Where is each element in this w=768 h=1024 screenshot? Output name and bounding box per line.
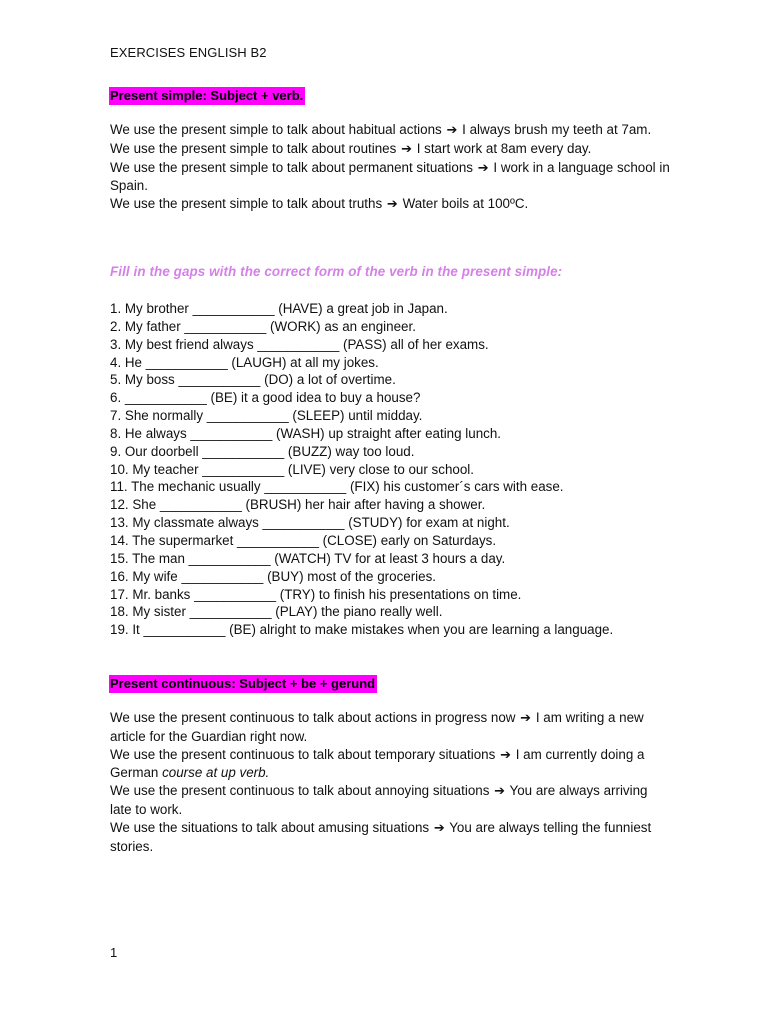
explanation-text: We use the present simple to talk about habitual actions (110, 122, 442, 137)
explanation-text: We use the present continuous to talk about temporary situations (110, 746, 496, 762)
exercise-item: 9. Our doorbell ___________ (BUZZ) way too loud. (110, 443, 415, 459)
exercise-item: 7. She normally ___________ (SLEEP) until midday. (110, 408, 423, 424)
document-title: EXERCISES ENGLISH B2 (110, 45, 267, 60)
exercise-item: 6. ___________ (BE) it a good idea to buy a house? (110, 390, 421, 406)
example-text: I always brush my teeth at 7am. (462, 122, 652, 137)
present-continuous-explanation (110, 709, 670, 855)
explanation-line (110, 195, 670, 214)
exercise-item: 1. My brother ___________ (HAVE) a great job in Japan. (110, 301, 448, 316)
section-heading-present-simple: Present simple: Subject + verb. (110, 88, 304, 103)
right-arrow-icon: ➔ (446, 123, 458, 138)
page-number: 1 (110, 945, 118, 960)
exercise-item: 8. He always ___________ (WASH) up straight after eating lunch. (110, 425, 502, 441)
explanation-line (110, 140, 670, 159)
exercise-item: 13. My classmate always ___________ (STUDY) for exam at night. (110, 515, 510, 531)
right-arrow-icon: ➔ (477, 160, 489, 176)
explanation-text: We use the present continuous to talk about annoying situations (110, 783, 490, 799)
explanation-text: We use the present continuous to talk about actions in progress now (110, 710, 516, 725)
present-simple-explanation (110, 121, 670, 214)
example-text: I am currently doing a German (110, 746, 645, 781)
example-text: I start work at 8am every day. (416, 140, 592, 156)
exercise-item: 15. The man ___________ (WATCH) TV for at least 3 hours a day. (110, 550, 506, 566)
exercise-instruction: Fill in the gaps with the correct form of the verb in the present simple: (110, 264, 563, 279)
explanation-text: We use the present simple to talk about routines (110, 140, 397, 156)
explanation-text: We use the situations to talk about amusing situations (110, 819, 430, 835)
right-arrow-icon: ➔ (433, 820, 445, 836)
exercise-item: 4. He ___________ (LAUGH) at all my jokes. (110, 354, 379, 370)
explanation-text: We use the present simple to talk about permanent situations (110, 159, 473, 175)
example-text: Water boils at 100ºC. (402, 196, 529, 212)
exercise-item: 16. My wife ___________ (BUY) most of the groceries. (110, 568, 437, 584)
example-text: You are always arriving late to work. (110, 783, 648, 817)
exercise-item: 3. My best friend always ___________ (PASS) all of her exams. (110, 336, 489, 352)
exercise-item: 19. It ___________ (BE) alright to make mistakes when you are learning a language. (110, 622, 614, 638)
exercise-item: 11. The mechanic usually ___________ (FIX) his customer´s cars with ease. (110, 479, 564, 495)
section-heading-present-continuous: Present continuous: Subject + be + gerund (110, 676, 376, 691)
exercise-item: 12. She ___________ (BRUSH) her hair after having a shower. (110, 497, 486, 513)
explanation-line (110, 121, 670, 140)
example-text: I am writing a new article for the Guardian right now. (110, 710, 644, 744)
right-arrow-icon: ➔ (500, 747, 511, 763)
exercise-item: 5. My boss ___________ (DO) a lot of overtime. (110, 372, 396, 388)
right-arrow-icon: ➔ (520, 711, 532, 726)
explanation-text: We use the present simple to talk about truths (110, 196, 383, 212)
exercise-item: 10. My teacher ___________ (LIVE) very close to our school. (110, 461, 474, 477)
example-text: I work in a language school in Spain. (110, 159, 670, 194)
explanation-line (110, 819, 670, 856)
exercise-list (110, 300, 670, 639)
exercise-item: 18. My sister ___________ (PLAY) the piano really well. (110, 604, 443, 620)
explanation-line (110, 709, 670, 746)
exercise-item: 2. My father ___________ (WORK) as an engineer. (110, 318, 416, 334)
exercise-item: 17. Mr. banks ___________ (TRY) to finish his presentations on time. (110, 586, 522, 602)
explanation-line (110, 782, 670, 819)
example-text: You are always telling the funniest stories. (110, 819, 652, 854)
explanation-line (110, 746, 670, 783)
right-arrow-icon: ➔ (401, 141, 412, 157)
right-arrow-icon: ➔ (386, 197, 398, 213)
example-text-italic: course at up verb. (162, 765, 270, 781)
exercise-item: 14. The supermarket ___________ (CLOSE) early on Saturdays. (110, 532, 497, 548)
explanation-line (110, 159, 670, 196)
right-arrow-icon: ➔ (494, 784, 506, 800)
